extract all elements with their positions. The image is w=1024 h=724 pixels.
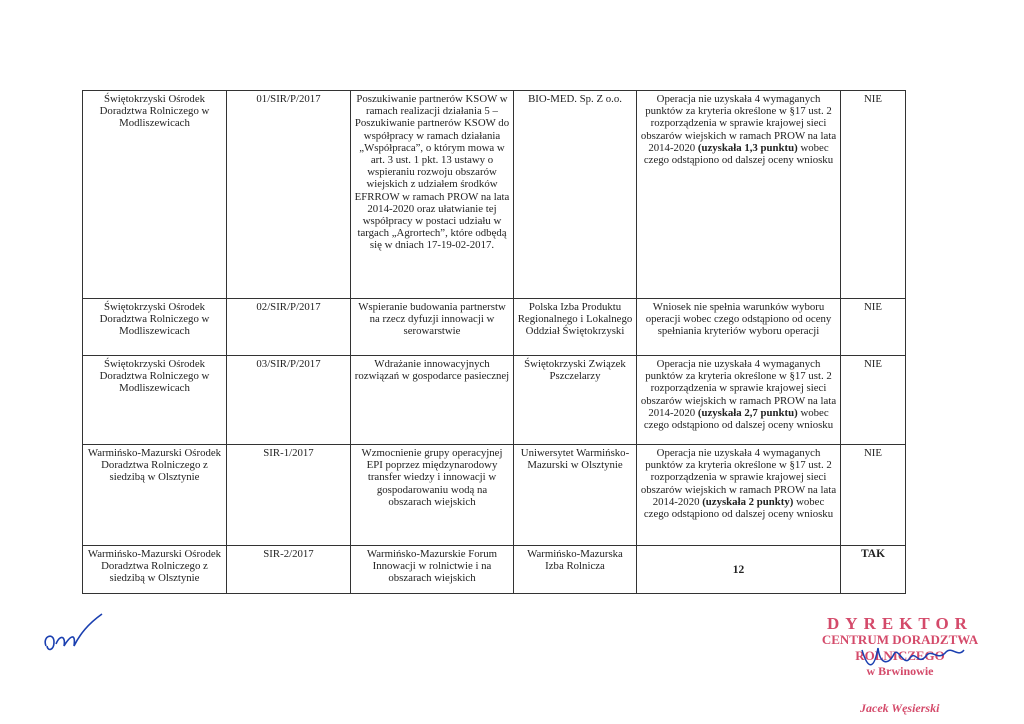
result-cell (637, 356, 841, 445)
stamp-title: DYREKTOR (827, 614, 973, 633)
table-row (83, 91, 906, 299)
result-cell (637, 299, 841, 356)
decision-cell: NIE (841, 299, 906, 356)
number-cell: 02/SIR/P/2017 (227, 299, 351, 356)
title-cell: Poszukiwanie partnerów KSOW w ramach realizacji działania 5 – Poszukiwanie partnerów KSOW do współpracy w ramach działania „Współpraca”, o którym mowa w art. 3 ust. 1 pkt. 13 ustawy o wspieraniu rozwoju obszarów wiejskich z udziałem środków EFRROW w ramach PROW na lata 2014-2020 oraz ułatwianie tej współpracy w postaci udziału w targach „Agrortech”, które odbędą się w dniach 17-19-02-2017. (351, 91, 514, 299)
result-text: Operacja nie uzyskała 4 wymaganych punktów za kryteria określone w §17 ust. 2 rozporządzenia w sprawie krajowej sieci obszarów wiejskich w ramach PROW na lata 2014-2020 (640, 93, 837, 154)
title-cell: Wzmocnienie grupy operacyjnej EPI poprzez międzynarodowy transfer wiedzy i innowacji w gospodarowaniu wodą na obszarach wiejskich (351, 445, 514, 546)
applicant-cell: Warmińsko-Mazurski Ośrodek Doradztwa Rolniczego z siedzibą w Olsztynie (83, 445, 227, 546)
result-text-end: wobec czego odstąpiono od dalszej oceny wniosku (643, 406, 834, 432)
result-cell (637, 445, 841, 546)
applicant-cell: Warmińsko-Mazurski Ośrodek Doradztwa Rolniczego z siedzibą w Olsztynie (83, 546, 227, 594)
stamp-location: w Brwinowie (866, 664, 934, 678)
partner-cell: Polska Izba Produktu Regionalnego i Lokalnego Oddział Świętokrzyski (514, 299, 637, 356)
results-table (82, 90, 906, 594)
result-score: (uzyskała 1,3 punktu) (697, 141, 798, 154)
result-text: Operacja nie uzyskała 4 wymaganych punktów za kryteria określone w §17 ust. 2 rozporządzenia w sprawie krajowej sieci obszarów wiejskich w ramach PROW na lata 2014-2020 (640, 447, 837, 508)
title-cell: Warmińsko-Mazurskie Forum Innowacji w rolnictwie i na obszarach wiejskich (351, 546, 514, 594)
table-row (83, 546, 906, 594)
partner-cell: BIO-MED. Sp. Z o.o. (514, 91, 637, 299)
number-cell: 03/SIR/P/2017 (227, 356, 351, 445)
number-cell: 01/SIR/P/2017 (227, 91, 351, 299)
decision-cell: TAK (841, 546, 906, 594)
number-cell: SIR-2/2017 (227, 546, 351, 594)
result-text-end: wobec czego odstąpiono od dalszej oceny wniosku (643, 141, 834, 167)
result-text: Operacja nie uzyskała 4 wymaganych punktów za kryteria określone w §17 ust. 2 rozporządzenia w sprawie krajowej sieci obszarów wiejskich w ramach PROW na lata 2014-2020 (640, 358, 837, 419)
decision-cell: NIE (841, 356, 906, 445)
result-text-end: wobec czego odstąpiono od dalszej oceny wniosku (643, 495, 834, 521)
stamp-name: Jacek Węsierski (860, 701, 940, 715)
applicant-cell: Świętokrzyski Ośrodek Doradztwa Rolniczego w Modliszewicach (83, 299, 227, 356)
table-row (83, 356, 906, 445)
decision-cell: NIE (841, 445, 906, 546)
title-cell: Wdrażanie innowacyjnych rozwiązań w gospodarce pasiecznej (351, 356, 514, 445)
table-row (83, 299, 906, 356)
applicant-cell: Świętokrzyski Ośrodek Doradztwa Rolniczego w Modliszewicach (83, 91, 227, 299)
title-cell: Wspieranie budowania partnerstw na rzecz dyfuzji innowacji w serowarstwie (351, 299, 514, 356)
result-score: (uzyskała 2 punkty) (702, 495, 794, 508)
partner-cell: Uniwersytet Warmińsko-Mazurski w Olsztynie (514, 445, 637, 546)
partner-cell: Świętokrzyski Związek Pszczelarzy (514, 356, 637, 445)
decision-cell: NIE (841, 91, 906, 299)
stamp-institution: CENTRUM DORADZTWA ROLNICZEGO (821, 632, 979, 663)
partner-cell: Warmińsko-Mazurska Izba Rolnicza (514, 546, 637, 594)
applicant-cell: Świętokrzyski Ośrodek Doradztwa Rolniczego w Modliszewicach (83, 356, 227, 445)
result-score: (uzyskała 2,7 punktu) (697, 406, 798, 419)
score-cell: 12 (637, 546, 841, 594)
table-row (83, 445, 906, 546)
initials-signature-icon (40, 606, 112, 656)
number-cell: SIR-1/2017 (227, 445, 351, 546)
result-text: Wniosek nie spełnia warunków wyboru operacji wobec czego odstąpiono od oceny spełniania kryteriów wyboru operacji (645, 301, 832, 338)
signature-icon (858, 640, 968, 676)
result-cell (637, 91, 841, 299)
